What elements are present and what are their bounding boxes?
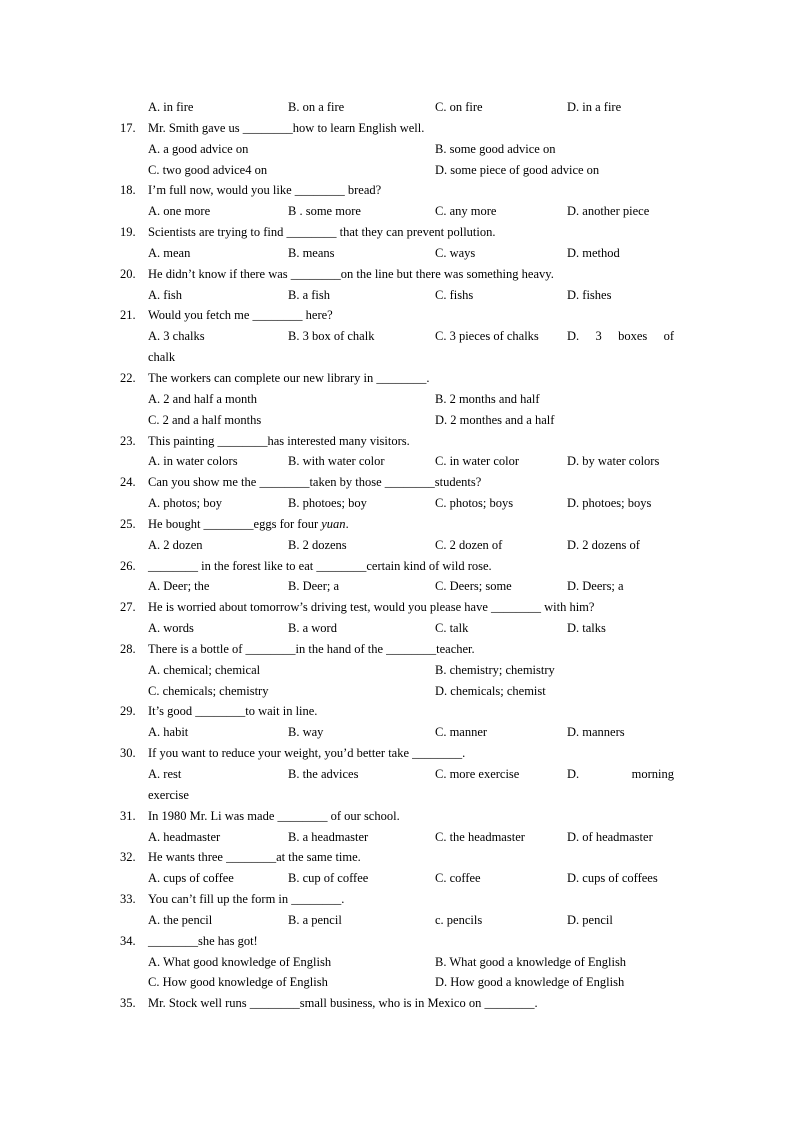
question-number: 34. — [120, 933, 136, 948]
option-d: D. manners — [567, 725, 625, 740]
option-b: B. cup of coffee — [288, 871, 369, 886]
option-d: D. some piece of good advice on — [435, 162, 600, 177]
question-stem: Can you show me the ________taken by those ________students? — [148, 475, 482, 490]
question-number: 22. — [120, 370, 136, 385]
question-number: 25. — [120, 516, 136, 531]
question-34-options-row-1 — [0, 952, 794, 973]
option-d: D. pencil — [567, 912, 613, 927]
question-25-stem-line — [0, 514, 794, 535]
option-a: A. 3 chalks — [148, 329, 205, 344]
option-c: C. manner — [435, 725, 488, 740]
option-word: boxes — [618, 329, 648, 344]
question-24-options — [0, 493, 794, 514]
question-number: 32. — [120, 850, 136, 865]
question-stem: ________she has got! — [148, 933, 258, 948]
option-c: C. two good advice4 on — [148, 162, 268, 177]
option-d: D. 2 dozens of — [567, 537, 640, 552]
option-c: C. talk — [435, 621, 469, 636]
option-c: C. more exercise — [435, 767, 520, 781]
option-a: A. habit — [148, 725, 189, 740]
option-d: D. talks — [567, 621, 606, 636]
question-number: 31. — [120, 808, 136, 823]
question-27-options — [0, 618, 794, 639]
option-b: B. a headmaster — [288, 829, 369, 844]
option-d: D. cups of coffees — [567, 871, 658, 886]
question-30-stem-line — [0, 743, 794, 764]
option-b: B. some good advice on — [435, 141, 556, 156]
question-stem: If you want to reduce your weight, you’d better take ________. — [148, 746, 466, 761]
question-number: 35. — [120, 996, 136, 1011]
question-number: 20. — [120, 266, 136, 281]
option-d: D. method — [567, 245, 620, 260]
option-a: A. headmaster — [148, 829, 221, 844]
option-a: A. What good knowledge of English — [148, 954, 332, 969]
question-stem: Scientists are trying to find ________ that they can prevent pollution. — [148, 225, 496, 240]
question-number: 33. — [120, 892, 136, 907]
question-30-options-continued — [0, 785, 794, 806]
question-stem: Mr. Stock well runs ________small business, who is in Mexico on ________. — [148, 996, 538, 1011]
option-d: D. chemicals; chemist — [435, 683, 546, 698]
question-stem: He is worried about tomorrow’s driving test, would you please have ________ with him? — [148, 600, 595, 615]
question-20-options — [0, 285, 794, 306]
option-a: A. chemical; chemical — [148, 662, 261, 677]
question-31-options — [0, 827, 794, 848]
option-c: C. How good knowledge of English — [148, 975, 328, 990]
question-33-options — [0, 910, 794, 931]
option-d: D. Deers; a — [567, 579, 624, 594]
question-stem: Mr. Smith gave us ________how to learn English well. — [148, 120, 425, 135]
option-a: A. one more — [148, 204, 211, 219]
question-number: 30. — [120, 746, 136, 761]
question-stem: He didn’t know if there was ________on the line but there was something heavy. — [148, 266, 554, 281]
option-b: B. a word — [288, 621, 337, 636]
option-d: D. of headmaster — [567, 829, 653, 844]
option-b: B . some more — [288, 204, 361, 219]
option-a: A. fish — [148, 287, 183, 302]
option-b: B. 2 months and half — [435, 391, 540, 406]
option-d — [567, 326, 674, 347]
question-stem: You can’t fill up the form in ________. — [148, 892, 345, 907]
question-19-stem-line — [0, 222, 794, 243]
question-stem: There is a bottle of ________in the hand of the ________teacher. — [148, 641, 475, 656]
question-22-options-row-1 — [0, 389, 794, 410]
option-d: D. another piece — [567, 204, 650, 219]
option-b: B. a fish — [288, 287, 331, 302]
option-c: C. chemicals; chemistry — [148, 683, 269, 698]
question-21-stem-line — [0, 305, 794, 326]
option-d: D. by water colors — [567, 454, 660, 469]
option-c: C. fishs — [435, 287, 474, 302]
question-27-stem-line — [0, 597, 794, 618]
option-c: C. Deers; some — [435, 579, 512, 594]
option-b: B. 3 box of chalk — [288, 329, 375, 344]
question-18-stem-line — [0, 180, 794, 201]
question-number: 18. — [120, 183, 136, 198]
question-24-stem-line — [0, 472, 794, 493]
option-b: B. way — [288, 725, 324, 740]
question-number: 29. — [120, 704, 136, 719]
option-c: C. ways — [435, 245, 476, 260]
option-a: A. words — [148, 621, 194, 636]
question-17-stem-line — [0, 118, 794, 139]
question-number: 26. — [120, 558, 136, 573]
option-b: B. chemistry; chemistry — [435, 662, 555, 677]
option-c: C. coffee — [435, 871, 481, 886]
question-25-options — [0, 535, 794, 556]
option-b: B. a pencil — [288, 912, 342, 927]
question-29-stem-line — [0, 701, 794, 722]
option-word: D. — [567, 767, 580, 781]
option-d: D. photoes; boys — [567, 496, 652, 511]
question-number: 23. — [120, 433, 136, 448]
option-d: D. in a fire — [567, 100, 622, 114]
question-number: 21. — [120, 308, 136, 323]
option-c: C. on fire — [435, 100, 483, 114]
question-stem: He wants three ________at the same time. — [148, 850, 361, 865]
option-c: C. in water color — [435, 454, 520, 469]
question-34-options-row-2 — [0, 972, 794, 993]
question-stem: Would you fetch me ________ here? — [148, 308, 333, 323]
question-number: 19. — [120, 225, 136, 240]
option-word: morning — [631, 767, 674, 781]
option-d: D. How good a knowledge of English — [435, 975, 625, 990]
option-b: B. on a fire — [288, 100, 345, 114]
option-c: c. pencils — [435, 912, 483, 927]
option-d — [567, 764, 674, 785]
question-32-options — [0, 868, 794, 889]
option-d-continuation: exercise — [148, 787, 189, 802]
option-d-continuation: chalk — [148, 350, 176, 365]
question-stem: This painting ________has interested many visitors. — [148, 433, 410, 448]
option-a: A. a good advice on — [148, 141, 249, 156]
option-a: A. rest — [148, 767, 182, 781]
option-b: B. with water color — [288, 454, 385, 469]
option-b: B. 2 dozens — [288, 537, 347, 552]
question-26-options — [0, 576, 794, 597]
option-b: B. photoes; boy — [288, 496, 367, 511]
question-31-stem-line — [0, 806, 794, 827]
question-23-options — [0, 451, 794, 472]
question-30-options — [0, 764, 794, 785]
option-d: D. fishes — [567, 287, 612, 302]
option-a: A. in water colors — [148, 454, 238, 469]
option-c: C. any more — [435, 204, 497, 219]
option-a: A. the pencil — [148, 912, 213, 927]
option-b: B. What good a knowledge of English — [435, 954, 627, 969]
question-continued-options — [0, 97, 794, 118]
option-a: A. mean — [148, 245, 191, 260]
option-c: C. 2 and a half months — [148, 412, 262, 427]
question-33-stem-line — [0, 889, 794, 910]
question-29-options — [0, 722, 794, 743]
option-a: A. 2 and half a month — [148, 391, 258, 406]
question-35-stem-line — [0, 993, 794, 1014]
question-17-options-row-1 — [0, 139, 794, 160]
option-a: A. photos; boy — [148, 496, 222, 511]
question-21-options — [0, 326, 794, 347]
question-number: 28. — [120, 641, 136, 656]
question-number: 17. — [120, 120, 136, 135]
option-a: A. 2 dozen — [148, 537, 203, 552]
question-stem: In 1980 Mr. Li was made ________ of our school. — [148, 808, 400, 823]
option-a: A. Deer; the — [148, 579, 210, 594]
question-stem: I’m full now, would you like ________ bread? — [148, 183, 382, 198]
option-b: B. means — [288, 245, 335, 260]
option-b: B. Deer; a — [288, 579, 340, 594]
question-number: 24. — [120, 475, 136, 490]
option-c: C. 3 pieces of chalks — [435, 329, 539, 344]
option-c: C. the headmaster — [435, 829, 525, 844]
question-22-stem-line — [0, 368, 794, 389]
option-word: 3 — [595, 329, 602, 344]
question-stem: The workers can complete our new library in ________. — [148, 370, 430, 385]
question-stem-italic: yuan — [321, 516, 346, 531]
question-17-options-row-2 — [0, 160, 794, 181]
option-a: A. in fire — [148, 100, 194, 114]
question-20-stem-line — [0, 264, 794, 285]
question-18-options — [0, 201, 794, 222]
question-22-options-row-2 — [0, 410, 794, 431]
option-a: A. cups of coffee — [148, 871, 234, 886]
option-c: C. 2 dozen of — [435, 537, 503, 552]
question-28-options-row-2 — [0, 681, 794, 702]
question-34-stem-line — [0, 931, 794, 952]
option-word: D. — [567, 329, 580, 344]
question-19-options — [0, 243, 794, 264]
question-21-options-continued — [0, 347, 794, 368]
option-d: D. 2 monthes and a half — [435, 412, 555, 427]
question-list — [0, 97, 794, 1014]
question-stem: He bought ________eggs for four yuan. — [148, 516, 349, 531]
option-b: B. the advices — [288, 767, 359, 781]
question-stem: ________ in the forest like to eat ________certain kind of wild rose. — [148, 558, 492, 573]
question-32-stem-line — [0, 847, 794, 868]
question-number: 27. — [120, 600, 136, 615]
question-28-stem-line — [0, 639, 794, 660]
question-28-options-row-1 — [0, 660, 794, 681]
option-c: C. photos; boys — [435, 496, 514, 511]
option-word: of — [663, 329, 674, 344]
question-23-stem-line — [0, 431, 794, 452]
question-stem: It’s good ________to wait in line. — [148, 704, 318, 719]
question-26-stem-line — [0, 556, 794, 577]
